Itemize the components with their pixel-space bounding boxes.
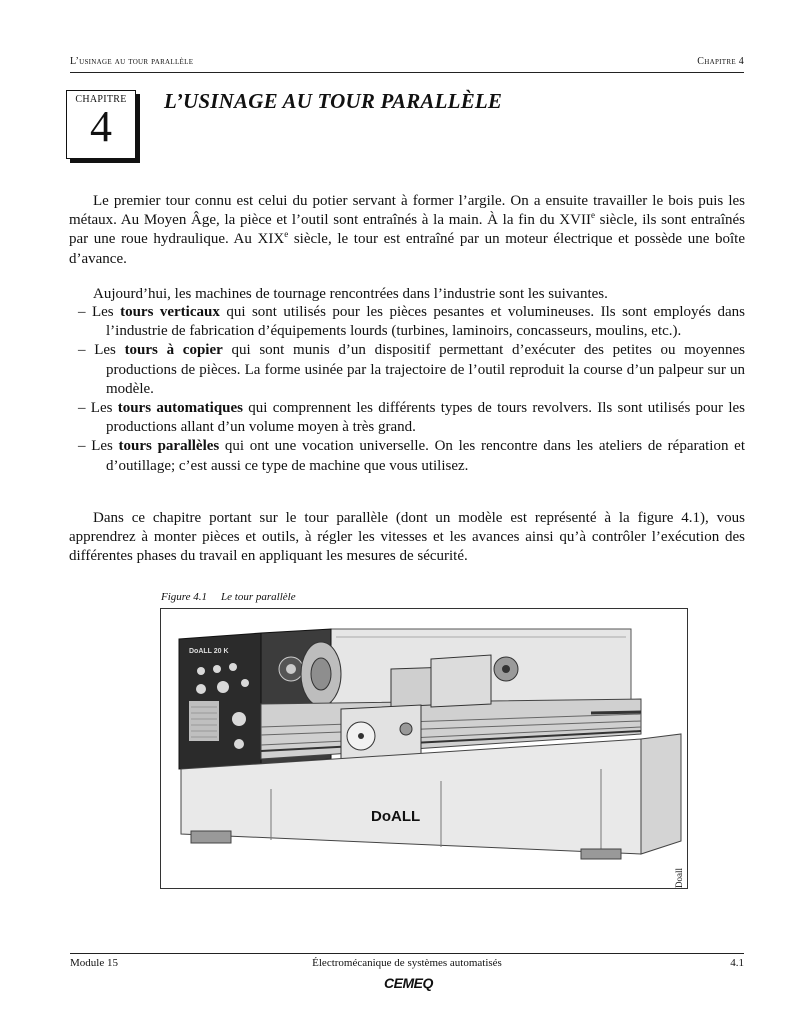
figure-lathe-photo xyxy=(160,608,688,889)
list-item-text: qui sont utilisés pour les pièces pesantes et volumineuses. Ils sont employés dans l’industrie de fabrication d’équipements lourds (turbines, laminoirs, concasseurs, moulins, etc.). xyxy=(106,304,745,340)
chapter-title: L’USINAGE AU TOUR PARALLÈLE xyxy=(164,89,503,113)
p3-text: Dans ce chapitre portant sur le tour parallèle (dont un modèle est représenté à la figure 4.1), vous apprendrez à monter pièces et outils, à régler les vitesses et les avances ainsi qu’à contrôler l’exécution des différentes phases du travail en appliquant les mesures de sécurité. xyxy=(69,510,745,565)
list-item-text: qui comprennent les différents types de tours revolvers. Ils sont utilisés pour les productions allant d’un volume moyen à très grand. xyxy=(106,400,745,436)
list-item xyxy=(78,437,745,475)
list-item xyxy=(78,341,745,399)
figure-number: Figure 4.1 xyxy=(161,591,208,603)
footer-page-number: 4.1 xyxy=(730,957,744,969)
list-item-term: tours verticaux xyxy=(120,304,220,320)
p1-part-c: siècle, le tour est entraîné par un moteur électrique et possède une boîte d’avance. xyxy=(69,231,745,267)
p1-sup-2: e xyxy=(284,229,289,240)
lathe-illustration xyxy=(161,609,687,888)
footer-module: Module 15 xyxy=(70,957,118,969)
chapter-box xyxy=(66,90,136,159)
figure-caption xyxy=(161,591,296,603)
list-item-prefix: – Les xyxy=(78,400,118,417)
list-item-text: qui ont une vocation universelle. On les rencontre dans les ateliers de réparation et d’outillage; c’est aussi ce type de machine que vous utilisez. xyxy=(106,438,745,474)
running-header-right: Chapitre 4 xyxy=(697,56,744,67)
p1-sup-1: e xyxy=(590,210,595,221)
list-item-prefix: – Les xyxy=(78,304,121,320)
chapter-label: CHAPITRE xyxy=(75,94,127,105)
paragraph-intro-list xyxy=(69,285,745,304)
list-item-text: qui sont munis d’un dispositif permettant d’exécuter des petites ou moyennes productions de pièces. La forme usinée par la trajectoire de l’outil reproduit la course d’un palpeur sur un modèle. xyxy=(106,342,746,397)
list-item-prefix: – Les xyxy=(78,438,119,455)
footer-course: Électromécanique de systèmes automatisés xyxy=(312,957,502,969)
list-item-term: tours à copier xyxy=(124,342,223,359)
p1-part-a: Le premier tour connu est celui du potier servant à former l’argile. On a ensuite travailler le bois puis les métaux. Au Moyen Âge, la pièce et l’outil sont entraînés à la main. À la fin du XVII xyxy=(69,193,745,229)
figure-title: Le tour parallèle xyxy=(221,591,296,603)
lathe-type-list xyxy=(78,303,745,476)
list-item-term: tours parallèles xyxy=(118,438,220,455)
photo-credit: Doall xyxy=(674,868,684,888)
cemeq-logo: CEMEQ xyxy=(384,975,433,991)
running-header xyxy=(70,56,744,73)
brand-plate: DoALL xyxy=(371,808,421,825)
list-item xyxy=(78,399,745,437)
paragraph-chapter-overview xyxy=(69,509,745,567)
list-item xyxy=(78,303,745,341)
list-item-term: tours automatiques xyxy=(117,400,244,417)
p2-text: Aujourd’hui, les machines de tournage rencontrées dans l’industrie sont les suivantes. xyxy=(93,286,608,302)
p1-part-b: siècle, ils sont entraînés par une roue hydraulique. Au XIX xyxy=(69,212,745,248)
page-footer xyxy=(70,953,744,969)
tailstock xyxy=(431,655,491,707)
list-item-prefix: – Les xyxy=(78,342,125,359)
running-header-left: L’usinage au tour parallèle xyxy=(70,56,194,67)
chapter-number: 4 xyxy=(90,102,112,151)
headstock-plate: DoALL 20 K xyxy=(189,648,229,655)
paragraph-history xyxy=(69,192,745,269)
